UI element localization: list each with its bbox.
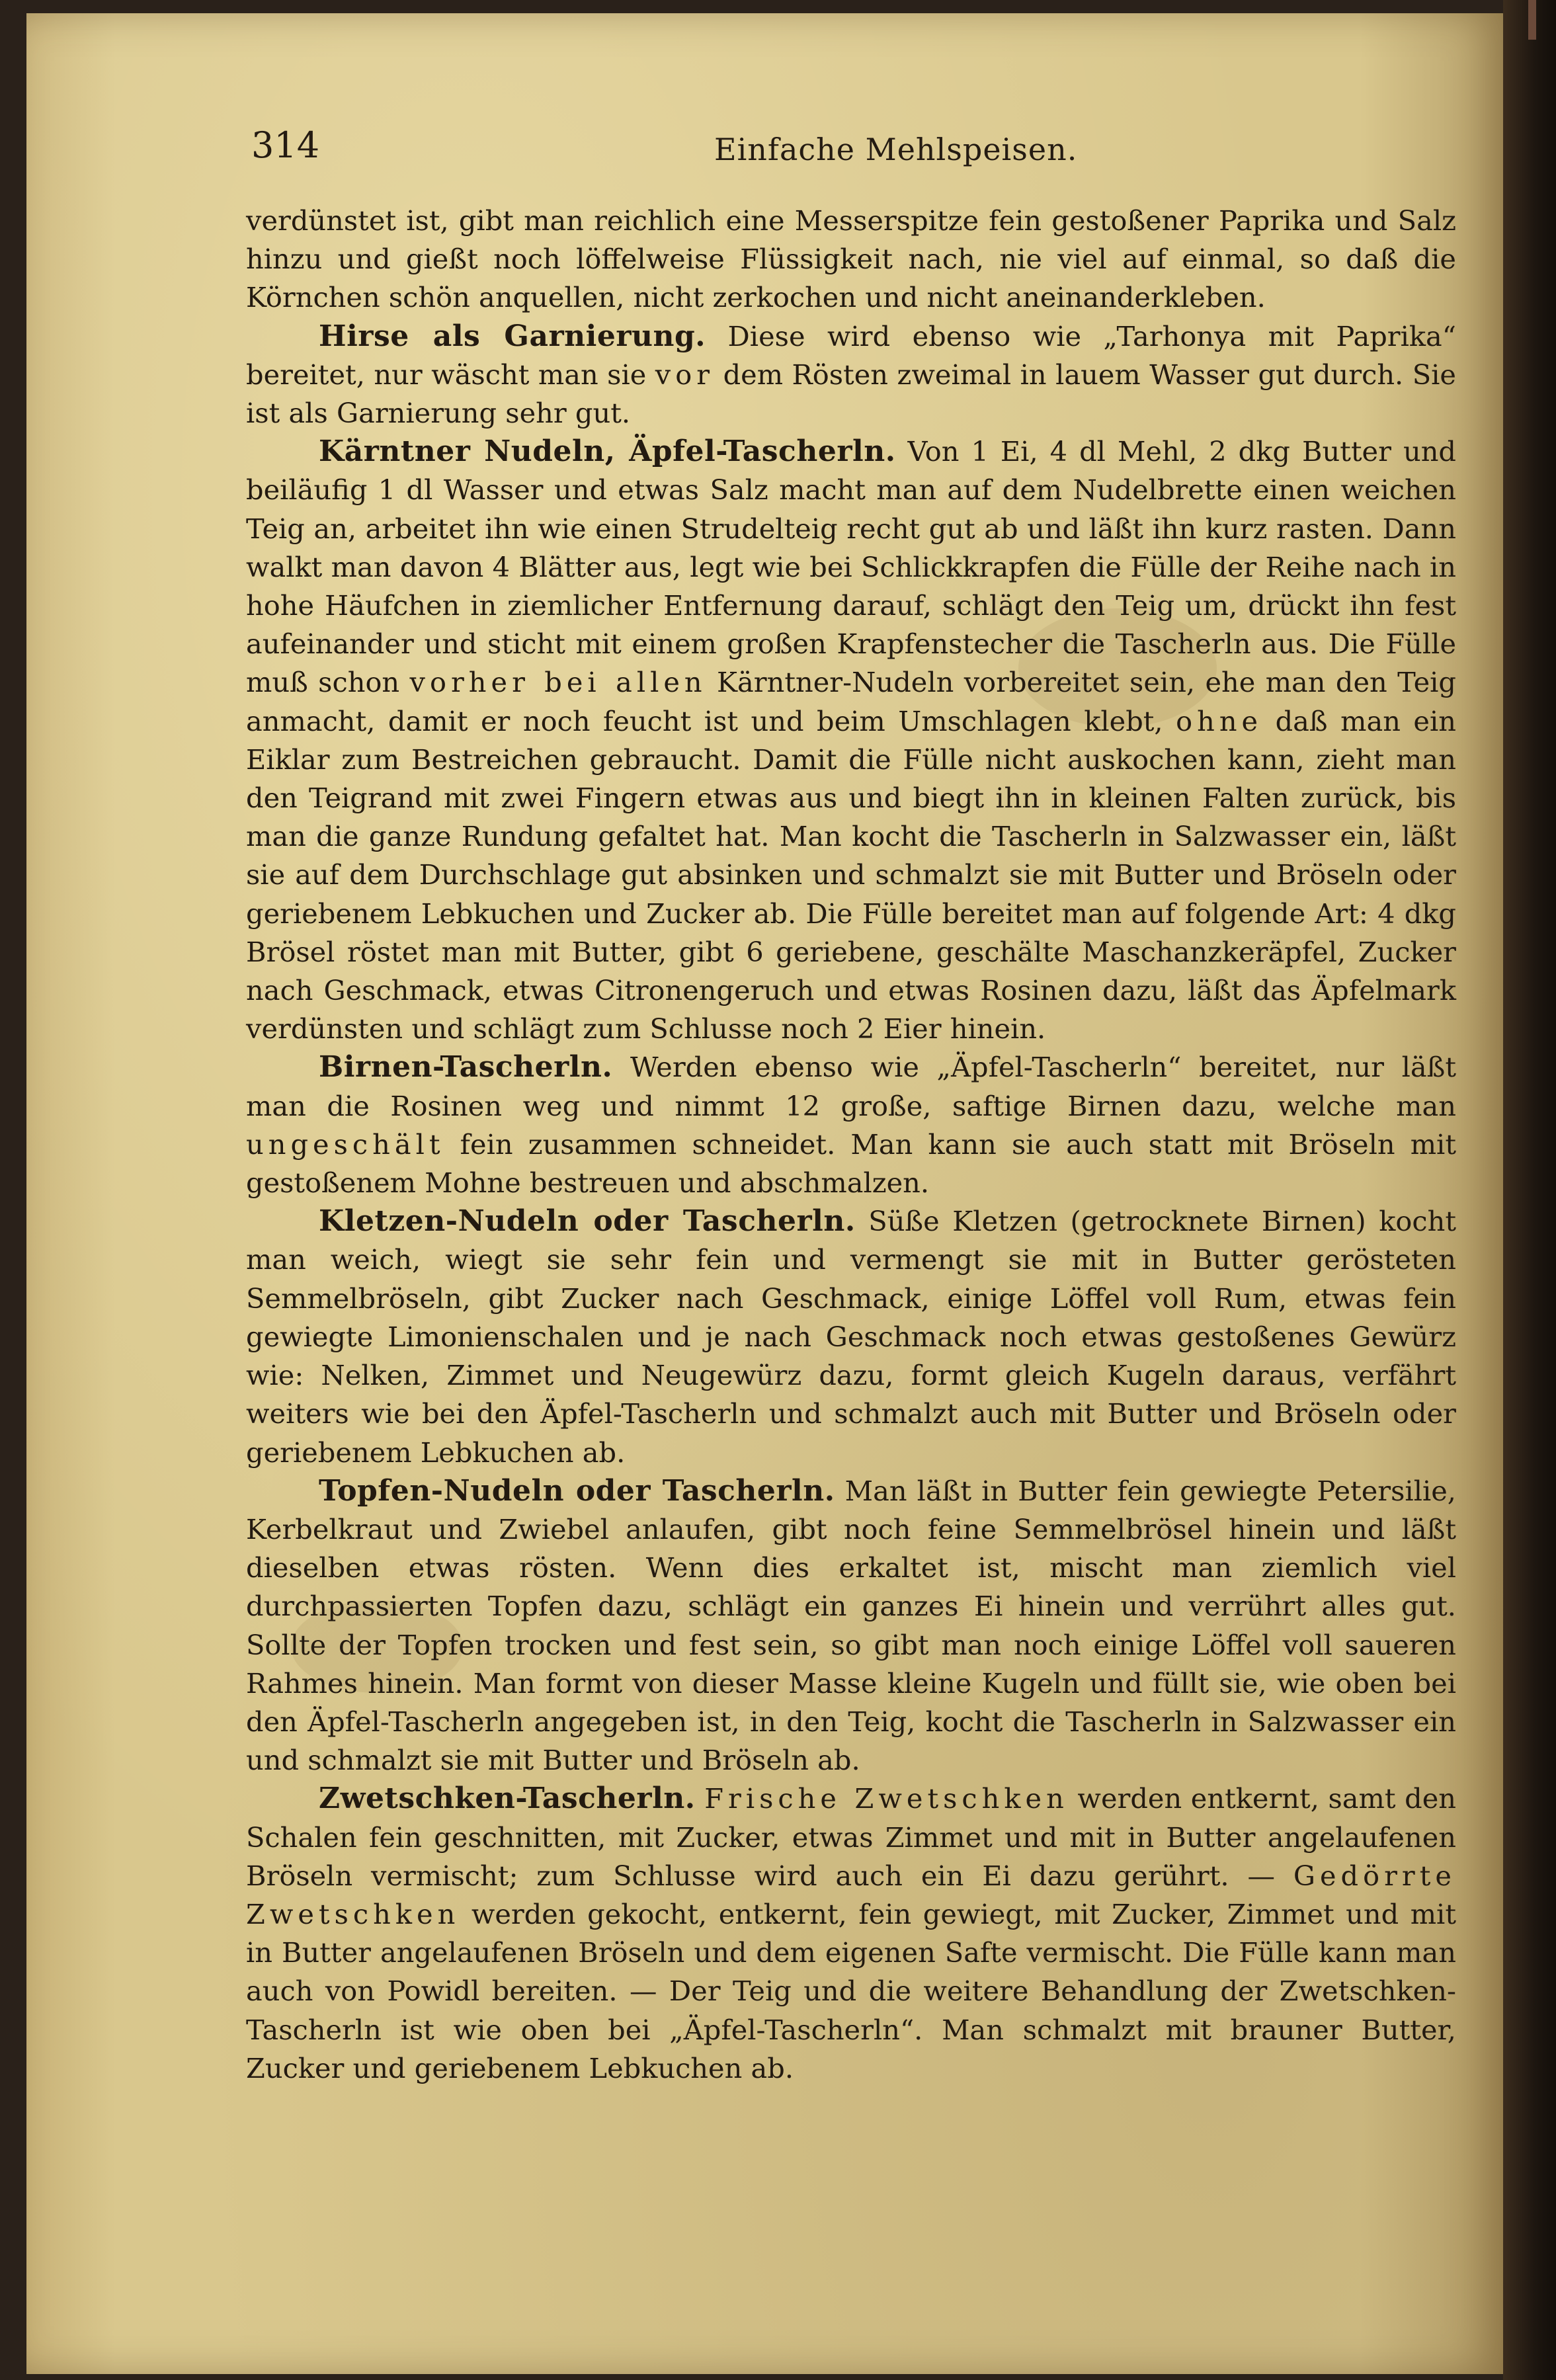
spaced-emphasis: Frische Zwetschken: [704, 1782, 1069, 1815]
recipe-heading: Zwetschken-Tascherln.: [319, 1782, 696, 1816]
recipe-hirse-als-garnierung: Hirse als Garnierung. Diese wird ebenso wie „Tarhonya mit Paprika“ bereitet, nur wäscht man sie vor dem Rösten zweimal in lauem Wasser gut durch. Sie ist als Garnierung sehr gut.: [246, 319, 1456, 430]
spaced-emphasis: ungeschält: [246, 1128, 445, 1161]
recipe-heading: Kärntner Nudeln, Äpfel-Tascherln.: [319, 434, 896, 469]
spaced-emphasis: ohne: [1176, 704, 1263, 737]
recipe-heading: Hirse als Garnierung.: [319, 319, 706, 353]
recipe-heading: Topfen-Nudeln oder Tascherln.: [319, 1473, 835, 1508]
recipe-topfen-nudeln: Topfen-Nudeln oder Tascherln. Man läßt in Butter fein gewiegte Petersilie, Kerbelkraut und Zwiebel anlaufen, gibt noch feine Semmelbrösel hinein und läßt dieselben etwas rösten. Wenn dies erkaltet ist, mischt man ziemlich viel durchpassierten Topfen dazu, schlägt ein ganzes Ei hinein und verrührt alles gut. Sollte der Topfen trocken und fest sein, so gibt man noch einige Löffel voll saueren Rahmes hinein. Man formt von dieser Masse kleine Kugeln und füllt sie, wie oben bei den Äpfel-Tascherln angegeben ist, in den Teig, kocht die Tascherln in Salzwasser ein und schmalzt sie mit Butter und Bröseln ab.: [246, 1473, 1456, 1777]
recipe-birnen-tascherln: Birnen-Tascherln. Werden ebenso wie „Äpfel-Tascherln“ bereitet, nur läßt man die Rosinen weg und nimmt 12 große, saftige Birnen dazu, welche man ungeschält fein zusammen schneidet. Man kann sie auch statt mit Bröseln mit gestoßenem Mohne bestreuen und abschmalzen.: [246, 1050, 1456, 1200]
recipe-kletzen-nudeln: Kletzen-Nudeln oder Tascherln. Süße Kletzen (getrocknete Birnen) kocht man weich, wiegt sie sehr fein und vermengt sie mit in Butter gerösteten Semmelbröseln, gibt Zucker nach Geschmack, einige Löffel voll Rum, etwas fein gewiegte Limonienschalen und je nach Geschmack noch etwas gestoßenes Gewürz wie: Nelken, Zimmet und Neugewürz dazu, formt gleich Kugeln daraus, verfährt weiters wie bei den Äpfel-Tascherln und schmalzt auch mit Butter und Bröseln oder geriebenem Lebkuchen ab.: [246, 1204, 1457, 1469]
recipe-zwetschken-tascherln: Zwetschken-Tascherln. Frische Zwetschken werden entkernt, samt den Schalen fein geschnitten, mit Zucker, etwas Zimmet und mit in Butter angelaufenen Bröseln vermischt; zum Schlusse wird auch ein Ei dazu gerührt. — Gedörrte Zwetschken werden gekocht, entkernt, fein gewiegt, mit Zucker, Zimmet und mit in Butter angelaufenen Bröseln und dem eigenen Safte vermischt. Die Fülle kann man auch von Powidl bereiten. — Der Teig und die weitere Behandlung der Zwetschken-Tascherln ist wie oben bei „Äpfel-Tascherln“. Man schmalzt mit brauner Butter, Zucker und geriebenem Lebkuchen ab.: [246, 1782, 1456, 2084]
paragraph-continuation: verdünstet ist, gibt man reichlich eine Messerspitze fein gestoßener Paprika und Salz hinzu und gießt noch löffelweise Flüssigkeit nach, nie viel auf einmal, so daß die Körnchen schön anquellen, nicht zerkochen und nicht aneinanderkleben.: [246, 204, 1456, 314]
recipe-heading: Birnen-Tascherln.: [319, 1050, 613, 1085]
page-header: [251, 126, 1468, 179]
spaced-emphasis: vor: [655, 358, 715, 391]
recipe-kaerntner-nudeln: Kärntner Nudeln, Äpfel-Tascherln. Von 1 Ei, 4 dl Mehl, 2 dkg Butter und beiläufig 1 dl Wasser und etwas Salz macht man auf dem Nudelbrette einen weichen Teig an, arbeitet ihn wie einen Strudelteig recht gut ab und läßt ihn kurz rasten. Dann walkt man davon 4 Blätter aus, legt wie bei Schlickkrapfen die Fülle der Reihe nach in hohe Häufchen in ziemlicher Entfernung darauf, schlägt den Teig um, drückt ihn fest aufeinander und sticht mit einem großen Krapfenstecher die Tascherln aus. Die Fülle muß schon vorher bei allen Kärntner-Nudeln vorbereitet sein, ehe man den Teig anmacht, damit er noch feucht ist und beim Umschlagen klebt, ohne daß man ein Eiklar zum Bestreichen gebraucht. Damit die Fülle nicht auskochen kann, zieht man den Teigrand mit zwei Fingern etwas aus und biegt ihn in kleinen Falten zurück, bis man die ganze Rundung gefaltet hat. Man kocht die Tascherln in Salzwasser ein, läßt sie auf dem Durchschlage gut absinken und schmalzt sie mit Butter und Bröseln oder geriebenem Lebkuchen und Zucker ab. Die Fülle bereitet man auf folgende Art: 4 dkg Brösel röstet man mit Butter, gibt 6 geriebene, geschälte Maschanzkeräpfel, Zucker nach Geschmack, etwas Citronengeruch und etwas Rosinen dazu, läßt das Äpfelmark verdünsten und schlägt zum Schlusse noch 2 Eier hinein.: [246, 434, 1456, 1046]
running-title: Einfache Mehlspeisen.: [714, 132, 1078, 167]
book-binding-gutter: [1503, 0, 1556, 2380]
spaced-emphasis: Gedörrte Zwetschken: [246, 1859, 1456, 1930]
recipe-heading: Kletzen-Nudeln oder Tascherln.: [319, 1204, 856, 1239]
page-number: 314: [251, 124, 320, 166]
bookmark-ribbon: [1528, 0, 1536, 40]
page-body: [246, 202, 1456, 2186]
spaced-emphasis: vorher bei allen: [409, 666, 707, 699]
